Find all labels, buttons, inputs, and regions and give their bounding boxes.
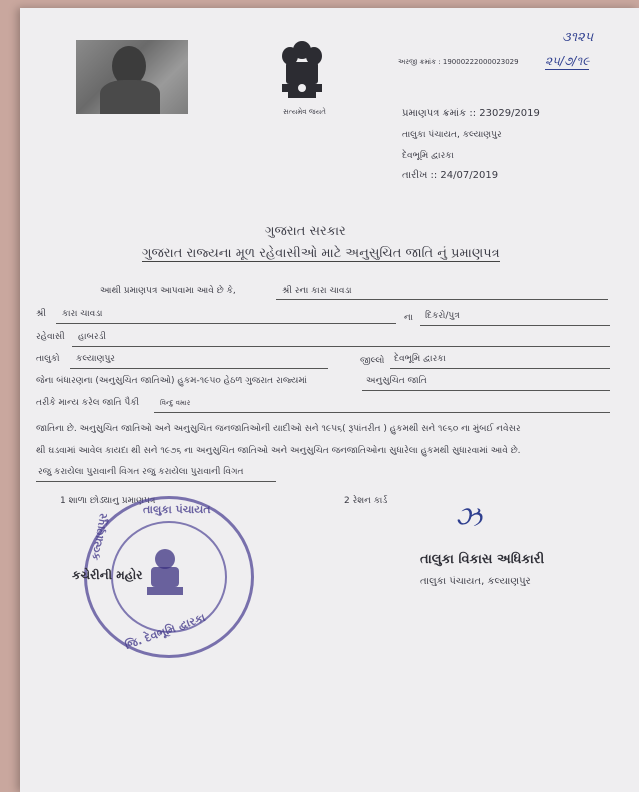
intro-label: આથી પ્રમાણપત્ર આપવામા આવે છે કે, (100, 286, 236, 296)
government-title: ગુજરાત સરકાર (265, 224, 346, 239)
taluka-value: કલ્યાણપુર (76, 354, 115, 364)
emblem-caption: સત્યમેવ જયતે (283, 108, 326, 116)
order-value: અનુસુચિત જાતિ (366, 376, 427, 386)
relation-value: દિકરો/પુત્ર (425, 311, 460, 321)
seal-bottom-text: જિ. દેવભૂમિ દ્વારકા (123, 610, 208, 653)
seal-left-text: કલ્યાણપુર (89, 512, 111, 562)
officer-office: તાલુકા પંચાયત, કલ્યાણપુર (420, 576, 531, 587)
officer-title: તાલુકા વિકાસ અધિકારી (420, 552, 545, 567)
district-value: દેવભૂમિ દ્વારકા (394, 354, 446, 364)
relation-prefix: ના (404, 313, 413, 323)
order-label: જેના બંધારણના (અનુસુચિત જાતિઓ) હુકમ-૧૯૫૦ હેઠળ ગુજરાત રાજ્યમાં (36, 376, 307, 386)
proof-item-1: 1 શાળા છોડ્યાનુ પ્રમાણપત્ર (60, 496, 156, 506)
certificate-subtitle: ગુજરાત રાજ્યના મૂળ રહેવાસીઓ માટે અનુસુચિત જાતિ નું પ્રમાણપત્ર (142, 246, 500, 261)
proof-heading: રજુ કરાયેલા પુરાવાની વિગત રજુ કરાયેલા પુરાવાની વિગત (38, 467, 244, 477)
seal-top-text: તાલુકા પંચાયત (143, 503, 211, 516)
applicant-photo (76, 40, 188, 114)
applicant-name: શ્રી રના કારા ચાવડા (282, 286, 352, 296)
application-number: અરજી ક્રમાંક : 19000222000023029 (398, 58, 519, 66)
proof-item-2: 2 રેશન કાર્ડ (344, 496, 388, 506)
office-seal-label: કચેરીની મહોર (72, 568, 143, 582)
resident-label: રહેવાસી (36, 332, 65, 342)
seal-emblem-icon (135, 545, 195, 601)
certificate-number: પ્રમાણપત્ર ક્રમાંક :: 23029/2019 (402, 108, 540, 119)
issue-date: તારીખ :: 24/07/2019 (402, 170, 499, 181)
district-label: જીલ્લો (360, 356, 385, 366)
handwritten-date: ૨૫/૭/૧૯ (545, 54, 590, 68)
body-line-2: થી ઘડવામાં આવેલ કાયદા થી સને ૧૯૭૬ ના અનુસુચિત જાતિઓ અને અનુસુચિત જનજાતિઓના સુધારેલા હુકમથી સુધારવામાં આવે છે. (36, 446, 521, 456)
father-name: કારા ચાવડા (62, 309, 103, 319)
resident-village: હાબરડી (78, 332, 106, 342)
officer-signature: ઝ (455, 500, 482, 533)
body-line-1: જાતિના છે. અનુસુચિત જાતિઓ અને અનુસુચિત જનજાતિઓની યાદીઓ સને ૧૯૫૬( રૂપાંતરીત ) હુકમથી સને ૧૯૬૦ ના મુંબઈ નવેસર (36, 424, 521, 434)
issuing-office: તાલુકા પંચાયત, કલ્યાણપુર (402, 130, 502, 140)
caste-label: તરીકે માન્ય કરેલ જાતિ પૈકી (36, 398, 140, 408)
national-emblem-icon (272, 34, 332, 114)
handwritten-number: ૩૧૨૫ (562, 30, 594, 45)
issuing-district: દેવભૂમિ દ્વારકા (402, 151, 454, 161)
taluka-label: તાલુકો (36, 354, 60, 364)
caste-value: વિન્દુ વમાર (160, 399, 191, 407)
father-prefix: શ્રી (36, 309, 46, 319)
